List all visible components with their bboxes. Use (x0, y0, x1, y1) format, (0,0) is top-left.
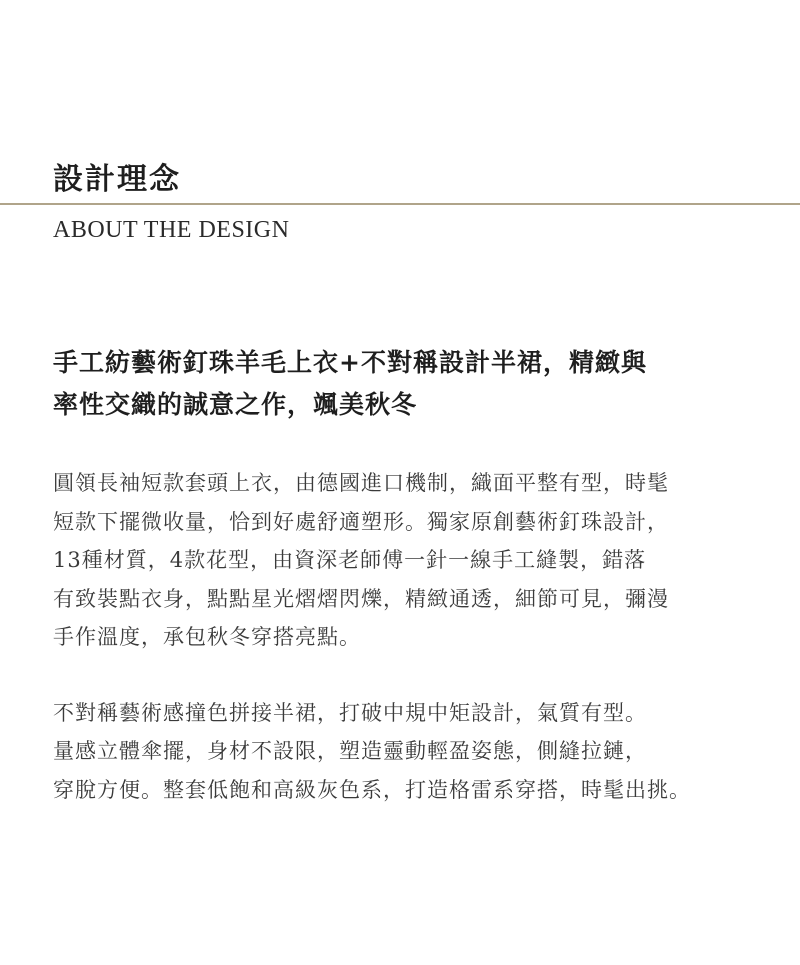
paragraph-line: 量感立體傘擺，身材不設限，塑造靈動輕盈姿態，側縫拉鏈， (53, 739, 647, 763)
paragraph-line: 不對稱藝術感撞色拼接半裙，打破中規中矩設計，氣質有型。 (53, 700, 647, 725)
headline-line: 手工紡藝術釘珠羊毛上衣+不對稱設計半裙，精緻與 (53, 348, 647, 377)
design-description (53, 342, 788, 809)
paragraph-line: 短款下擺微收量，恰到好處舒適塑形。獨家原創藝術釘珠設計， (53, 509, 669, 534)
headline-line: 率性交織的誠意之作，颯美秋冬 (53, 390, 418, 419)
paragraph-line: 穿脫方便。整套低飽和高級灰色系，打造格雷系穿搭，時髦出挑。 (53, 777, 691, 802)
section-title: 設計理念 (53, 162, 181, 197)
paragraph-line: 有致裝點衣身，點點星光熠熠閃爍，精緻通透，細節可見，彌漫 (53, 586, 669, 611)
skirt-description-paragraph (53, 694, 788, 810)
title-divider (0, 203, 800, 205)
paragraph-line: 圓領長袖短款套頭上衣，由德國進口機制，織面平整有型，時髦 (53, 471, 669, 495)
product-headline (53, 342, 788, 426)
paragraph-line: 手作溫度，承包秋冬穿搭亮點。 (53, 625, 361, 649)
paragraph-line: 13種材質，4款花型，由資深老師傅一針一線手工縫製，錯落 (53, 548, 647, 572)
section-subtitle: ABOUT THE DESIGN (53, 217, 290, 243)
top-description-paragraph (53, 464, 788, 657)
